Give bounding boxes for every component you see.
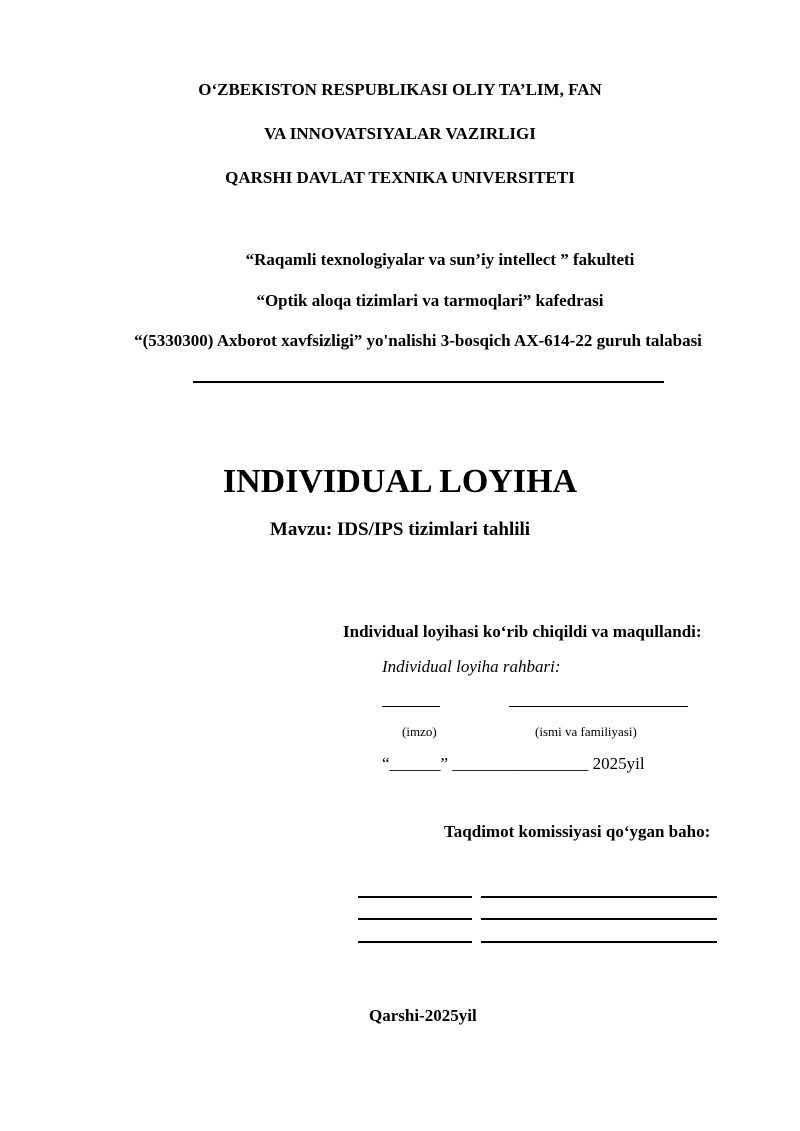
place-and-year: Qarshi-2025yil [369,1006,477,1025]
approval-heading: Individual loyihasi ko‘rib chiqildi va maqullandi: [343,622,702,641]
approval-date-line: “______” ________________ 2025yil [382,754,645,773]
grade-blank-line [358,896,472,898]
document-subject: Mavzu: IDS/IPS tizimlari tahlili [269,519,531,540]
name-blank-line [509,706,688,707]
document-title: INDIVIDUAL LOYIHA [222,463,578,500]
department-line: “Optik aloqa tizimlari va tarmoqlari” kafedrasi [256,291,604,310]
student-name-blank-line [193,381,664,383]
grade-blank-line [481,896,717,898]
student-line: “(5330300) Axborot xavfsizligi” yo'nalishi 3-bosqich AX-614-22 guruh talabasi [134,331,702,350]
signature-blank-line [382,706,440,707]
faculty-line: “Raqamli texnologiyalar va sun’iy intellect ” fakulteti [245,250,635,269]
commission-heading: Taqdimot komissiyasi qo‘ygan baho: [444,822,711,841]
signature-caption: (imzo) [402,724,437,739]
name-caption: (ismi va familiyasi) [535,724,637,739]
ministry-line-2: VA INNOVATSIYALAR VAZIRLIGI [264,124,536,143]
grade-blank-line [358,941,472,943]
grade-blank-line [358,918,472,920]
grade-blank-line [481,941,717,943]
university-name: QARSHI DAVLAT TEXNIKA UNIVERSITETI [225,168,575,187]
leader-label: Individual loyiha rahbari: [382,657,561,676]
grade-blank-line [481,918,717,920]
ministry-line-1: O‘ZBEKISTON RESPUBLIKASI OLIY TA’LIM, FAN [198,80,602,99]
